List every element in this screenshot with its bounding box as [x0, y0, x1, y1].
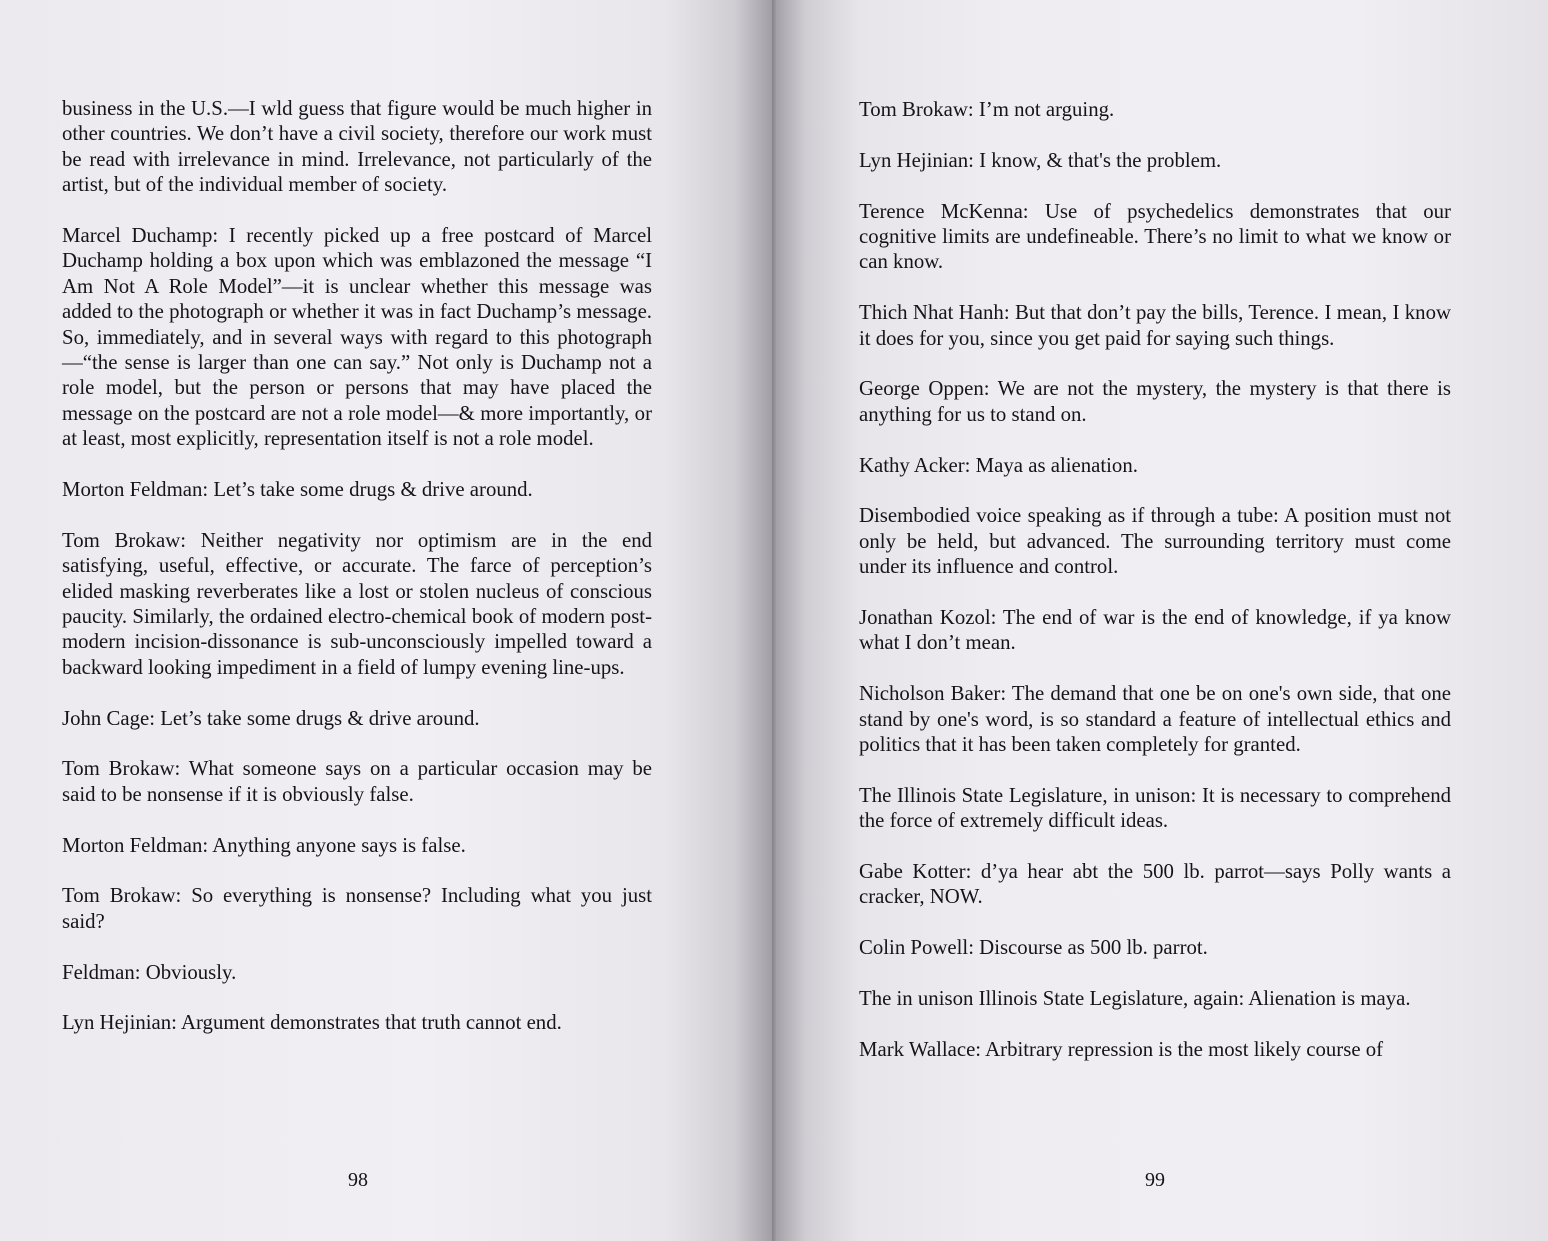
paragraph: Nicholson Baker: The demand that one be on one's own side, that one stand by one's word, is so standard a feature of intellectual ethics and politics that it has been taken completely for granted.	[859, 682, 1451, 757]
paragraph: Lyn Hejinian: Argument demonstrates that truth cannot end.	[62, 1011, 562, 1035]
paragraph: The in unison Illinois State Legislature, again: Alienation is maya.	[859, 987, 1411, 1011]
paragraph: John Cage: Let’s take some drugs & drive around.	[62, 706, 480, 730]
book-gutter	[772, 0, 776, 1241]
paragraph: Terence McKenna: Use of psychedelics demonstrates that our cognitive limits are undefineable. There’s no limit to what we know or can know.	[859, 199, 1451, 274]
left-page-text	[62, 96, 652, 1061]
paragraph: Kathy Acker: Maya as alienation.	[859, 453, 1138, 477]
paragraph: Morton Feldman: Anything anyone says is false.	[62, 833, 466, 857]
paragraph: Thich Nhat Hanh: But that don’t pay the bills, Terence. I mean, I know it does for you, since you get paid for saying such things.	[859, 301, 1451, 350]
paragraph: Disembodied voice speaking as if through a tube: A position must not only be held, but advanced. The surrounding territory must come under its influence and control.	[859, 504, 1451, 579]
right-page-text	[859, 97, 1451, 1088]
paragraph: business in the U.S.—I wld guess that figure would be much higher in other countries. We don’t have a civil society, therefore our work must be read with irrelevance in mind. Irrelevance, not particularly of the artist, but of the individual member of society.	[62, 97, 652, 197]
paragraph: Jonathan Kozol: The end of war is the end of knowledge, if ya know what I don’t mean.	[859, 606, 1451, 655]
paragraph: Tom Brokaw: I’m not arguing.	[859, 98, 1115, 121]
paragraph: Morton Feldman: Let’s take some drugs & drive around.	[62, 478, 533, 502]
paragraph: Lyn Hejinian: I know, & that's the problem.	[859, 148, 1222, 172]
paragraph: Gabe Kotter: d’ya hear abt the 500 lb. parrot—says Polly wants a cracker, NOW.	[859, 860, 1451, 909]
paragraph: Marcel Duchamp: I recently picked up a free postcard of Marcel Duchamp holding a box upon which was emblazoned the message “I Am Not A Role Model”—it is unclear whether this message was added to the photograph or whether it was in fact Duchamp’s message. So, immediately, and in several ways with regard to this photograph—“the sense is larger than one can say.” Not only is Duchamp not a role model, but the person or persons that may have placed the message on the postcard are not a role model—& more importantly, or at least, most explicitly, representation itself is not a role model.	[62, 224, 652, 451]
paragraph: The Illinois State Legislature, in unison: It is necessary to comprehend the force of extremely difficult ideas.	[859, 783, 1451, 833]
right-page	[774, 0, 1548, 1241]
paragraph: Tom Brokaw: Neither negativity nor optimism are in the end satisfying, useful, effective, or accurate. The farce of perception’s elided masking reverberates like a lost or stolen nucleus of conscious paucity. Similarly, the ordained electro-chemical book of modern post-modern incision-dissonance is sub-unconsciously impelled toward a backward looking impediment in a field of lumpy evening line-ups.	[62, 528, 652, 679]
paragraph: George Oppen: We are not the mystery, the mystery is that there is anything for us to stand on.	[859, 377, 1451, 426]
page-number: 99	[1145, 1169, 1165, 1191]
paragraph: Mark Wallace: Arbitrary repression is the most likely course of	[859, 1037, 1384, 1061]
paragraph: Tom Brokaw: So everything is nonsense? Including what you just said?	[62, 884, 652, 933]
paragraph: Feldman: Obviously.	[62, 960, 237, 984]
page-number: 98	[348, 1169, 368, 1191]
paragraph: Colin Powell: Discourse as 500 lb. parrot.	[859, 936, 1208, 960]
paragraph: Tom Brokaw: What someone says on a particular occasion may be said to be nonsense if it is obviously false.	[62, 757, 652, 806]
